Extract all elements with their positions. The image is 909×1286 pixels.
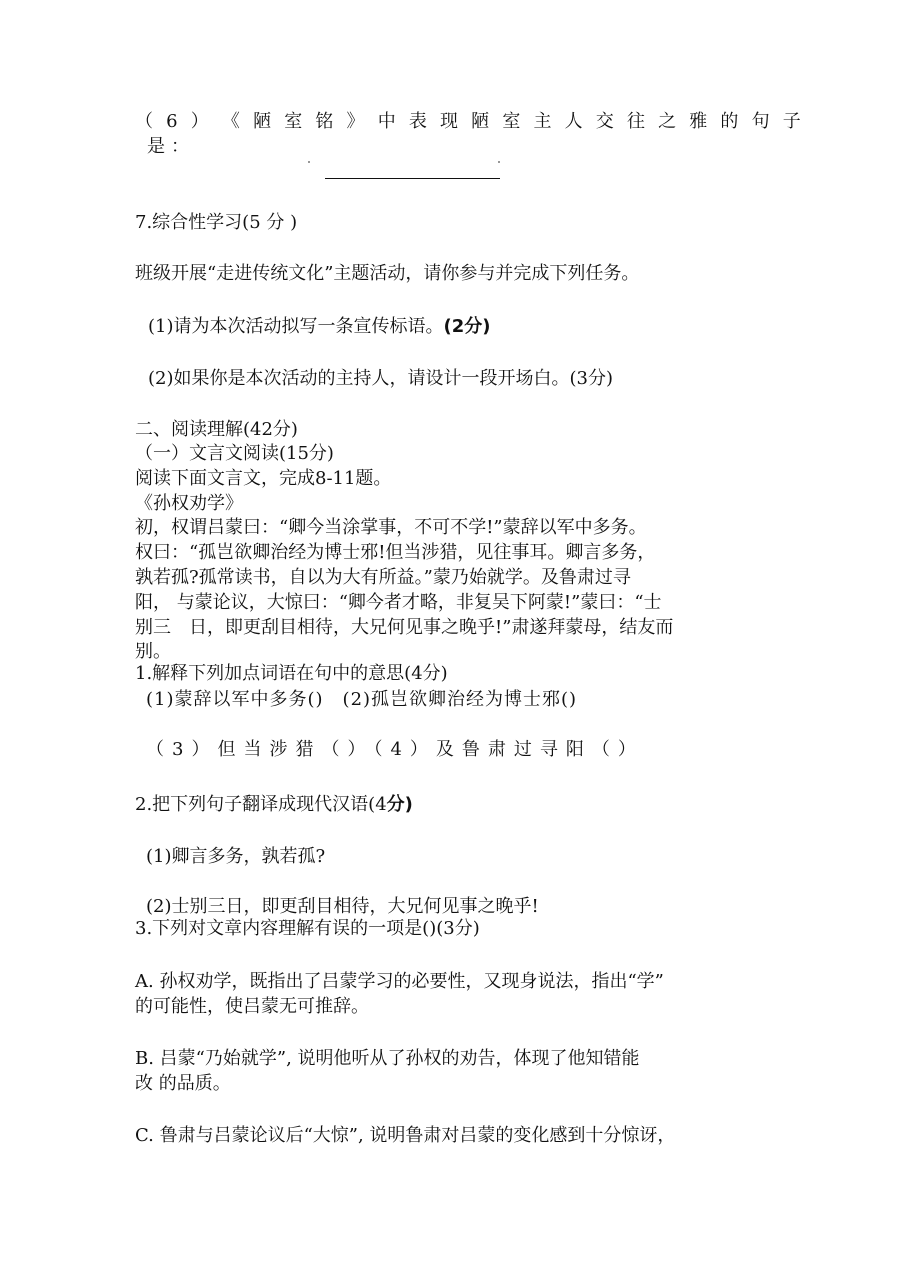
q2-title [135, 793, 413, 817]
passage-line-4: 阳， 与蒙论议，大惊曰：“卿今者才略，非复吴下阿蒙!”蒙曰：“士 [135, 592, 662, 613]
q3-option-c-line1: C. 鲁肃与吕蒙论议后“大惊”, 说明鲁肃对吕蒙的变化感到十分惊讶， [135, 1125, 676, 1146]
section2-title: 二、阅读理解(42分) [135, 419, 298, 440]
q3-option-a-line2: 的可能性，使吕蒙无可推辞。 [135, 996, 369, 1017]
blank-mark-right [498, 161, 500, 163]
passage-line-1: 初，权谓吕蒙曰：“卿今当涂掌事，不可不学!”蒙辞以军中多务。 [135, 517, 647, 538]
passage-line-3: 孰若孤?孤常读书，自以为大有所益。”蒙乃始就学。及鲁肃过寻 [135, 567, 631, 588]
q6-char: 子 [782, 111, 801, 132]
section2-instruction: 阅读下面文言文，完成8-11题。 [135, 468, 392, 489]
q6-char: （ [135, 111, 153, 132]
q6-char: 室 [502, 111, 521, 132]
q3-option-a-line1: A. 孙权劝学，既指出了吕蒙学习的必要性，又现身说法，指出“学” [135, 971, 664, 992]
answer-blank-line [325, 178, 500, 179]
q2-title-text: 2.把下列句子翻译成现代汉语(4 [135, 794, 387, 815]
q7-title: 7.综合性学习(5 分 ) [135, 212, 298, 233]
q6-line1-text [135, 110, 801, 134]
q2-item1: (1)卿言多务，孰若孤? [146, 846, 326, 867]
q2-item2: (2)士别三日，即更刮目相待，大兄何见事之晚乎! [146, 896, 539, 917]
q6-line1 [135, 110, 801, 134]
q6-char: 陋 [253, 111, 272, 132]
q6-char: 中 [377, 111, 396, 132]
q2-title-score: 分) [386, 794, 413, 815]
passage-line-2: 权曰：“孤岂欲卿治经为博士邪!但当涉猎，见往事耳。卿言多务， [135, 542, 656, 563]
q7-task1-score: (2分) [443, 316, 491, 337]
q1-title: 1.解释下列加点词语在句中的意思(4分) [135, 663, 448, 684]
q6-char: 之 [658, 111, 677, 132]
q6-char: 雅 [689, 111, 708, 132]
passage-line-6: 别。 [135, 641, 171, 662]
passage-title: 《孙权劝学》 [135, 493, 243, 514]
section2-sub: （一）文言文阅读(15分) [135, 443, 334, 464]
q7-task1-text: (1)请为本次活动拟写一条宣传标语。 [148, 316, 444, 337]
q3-option-b-line1: B. 吕蒙“乃始就学”, 说明他听从了孙权的劝告，体现了他知错能 [135, 1048, 640, 1069]
q1-items-line1: (1)蒙辞以军中多务() (2)孤岂欲卿治经为博士邪() [146, 689, 578, 710]
q6-char: ） [190, 111, 209, 132]
q6-char: 的 [720, 111, 739, 132]
q6-char: 《 [221, 111, 240, 132]
blank-mark-left [308, 161, 310, 163]
q7-intro: 班级开展“走进传统文化”主题活动，请你参与并完成下列任务。 [135, 263, 640, 284]
passage-line-5: 别三 日，即更刮目相待，大兄何见事之晚乎!”肃遂拜蒙母，结友而 [135, 617, 674, 638]
q6-char: 主 [533, 111, 552, 132]
q7-task1 [148, 315, 490, 339]
q1-items-line2: （3）但当涉猎（）（4）及鲁肃过寻阳（） [146, 739, 644, 760]
q6-char: 现 [440, 111, 459, 132]
q3-option-b-line2: 改 的品质。 [135, 1073, 231, 1094]
q6-char: 室 [284, 111, 303, 132]
q6-char: 陋 [471, 111, 490, 132]
q6-line2: 是： [147, 136, 195, 157]
q6-char: 铭 [315, 111, 334, 132]
q6-char: 6 [166, 111, 178, 132]
q6-char: 交 [595, 111, 614, 132]
q6-char: 人 [564, 111, 583, 132]
q6-char: 往 [626, 111, 645, 132]
q7-task2: (2)如果你是本次活动的主持人，请设计一段开场白。(3分) [148, 368, 613, 389]
q6-char: 表 [408, 111, 427, 132]
q6-char: 》 [346, 111, 365, 132]
q3-title: 3.下列对文章内容理解有误的一项是()(3分) [135, 918, 480, 939]
q6-char: 句 [751, 111, 770, 132]
